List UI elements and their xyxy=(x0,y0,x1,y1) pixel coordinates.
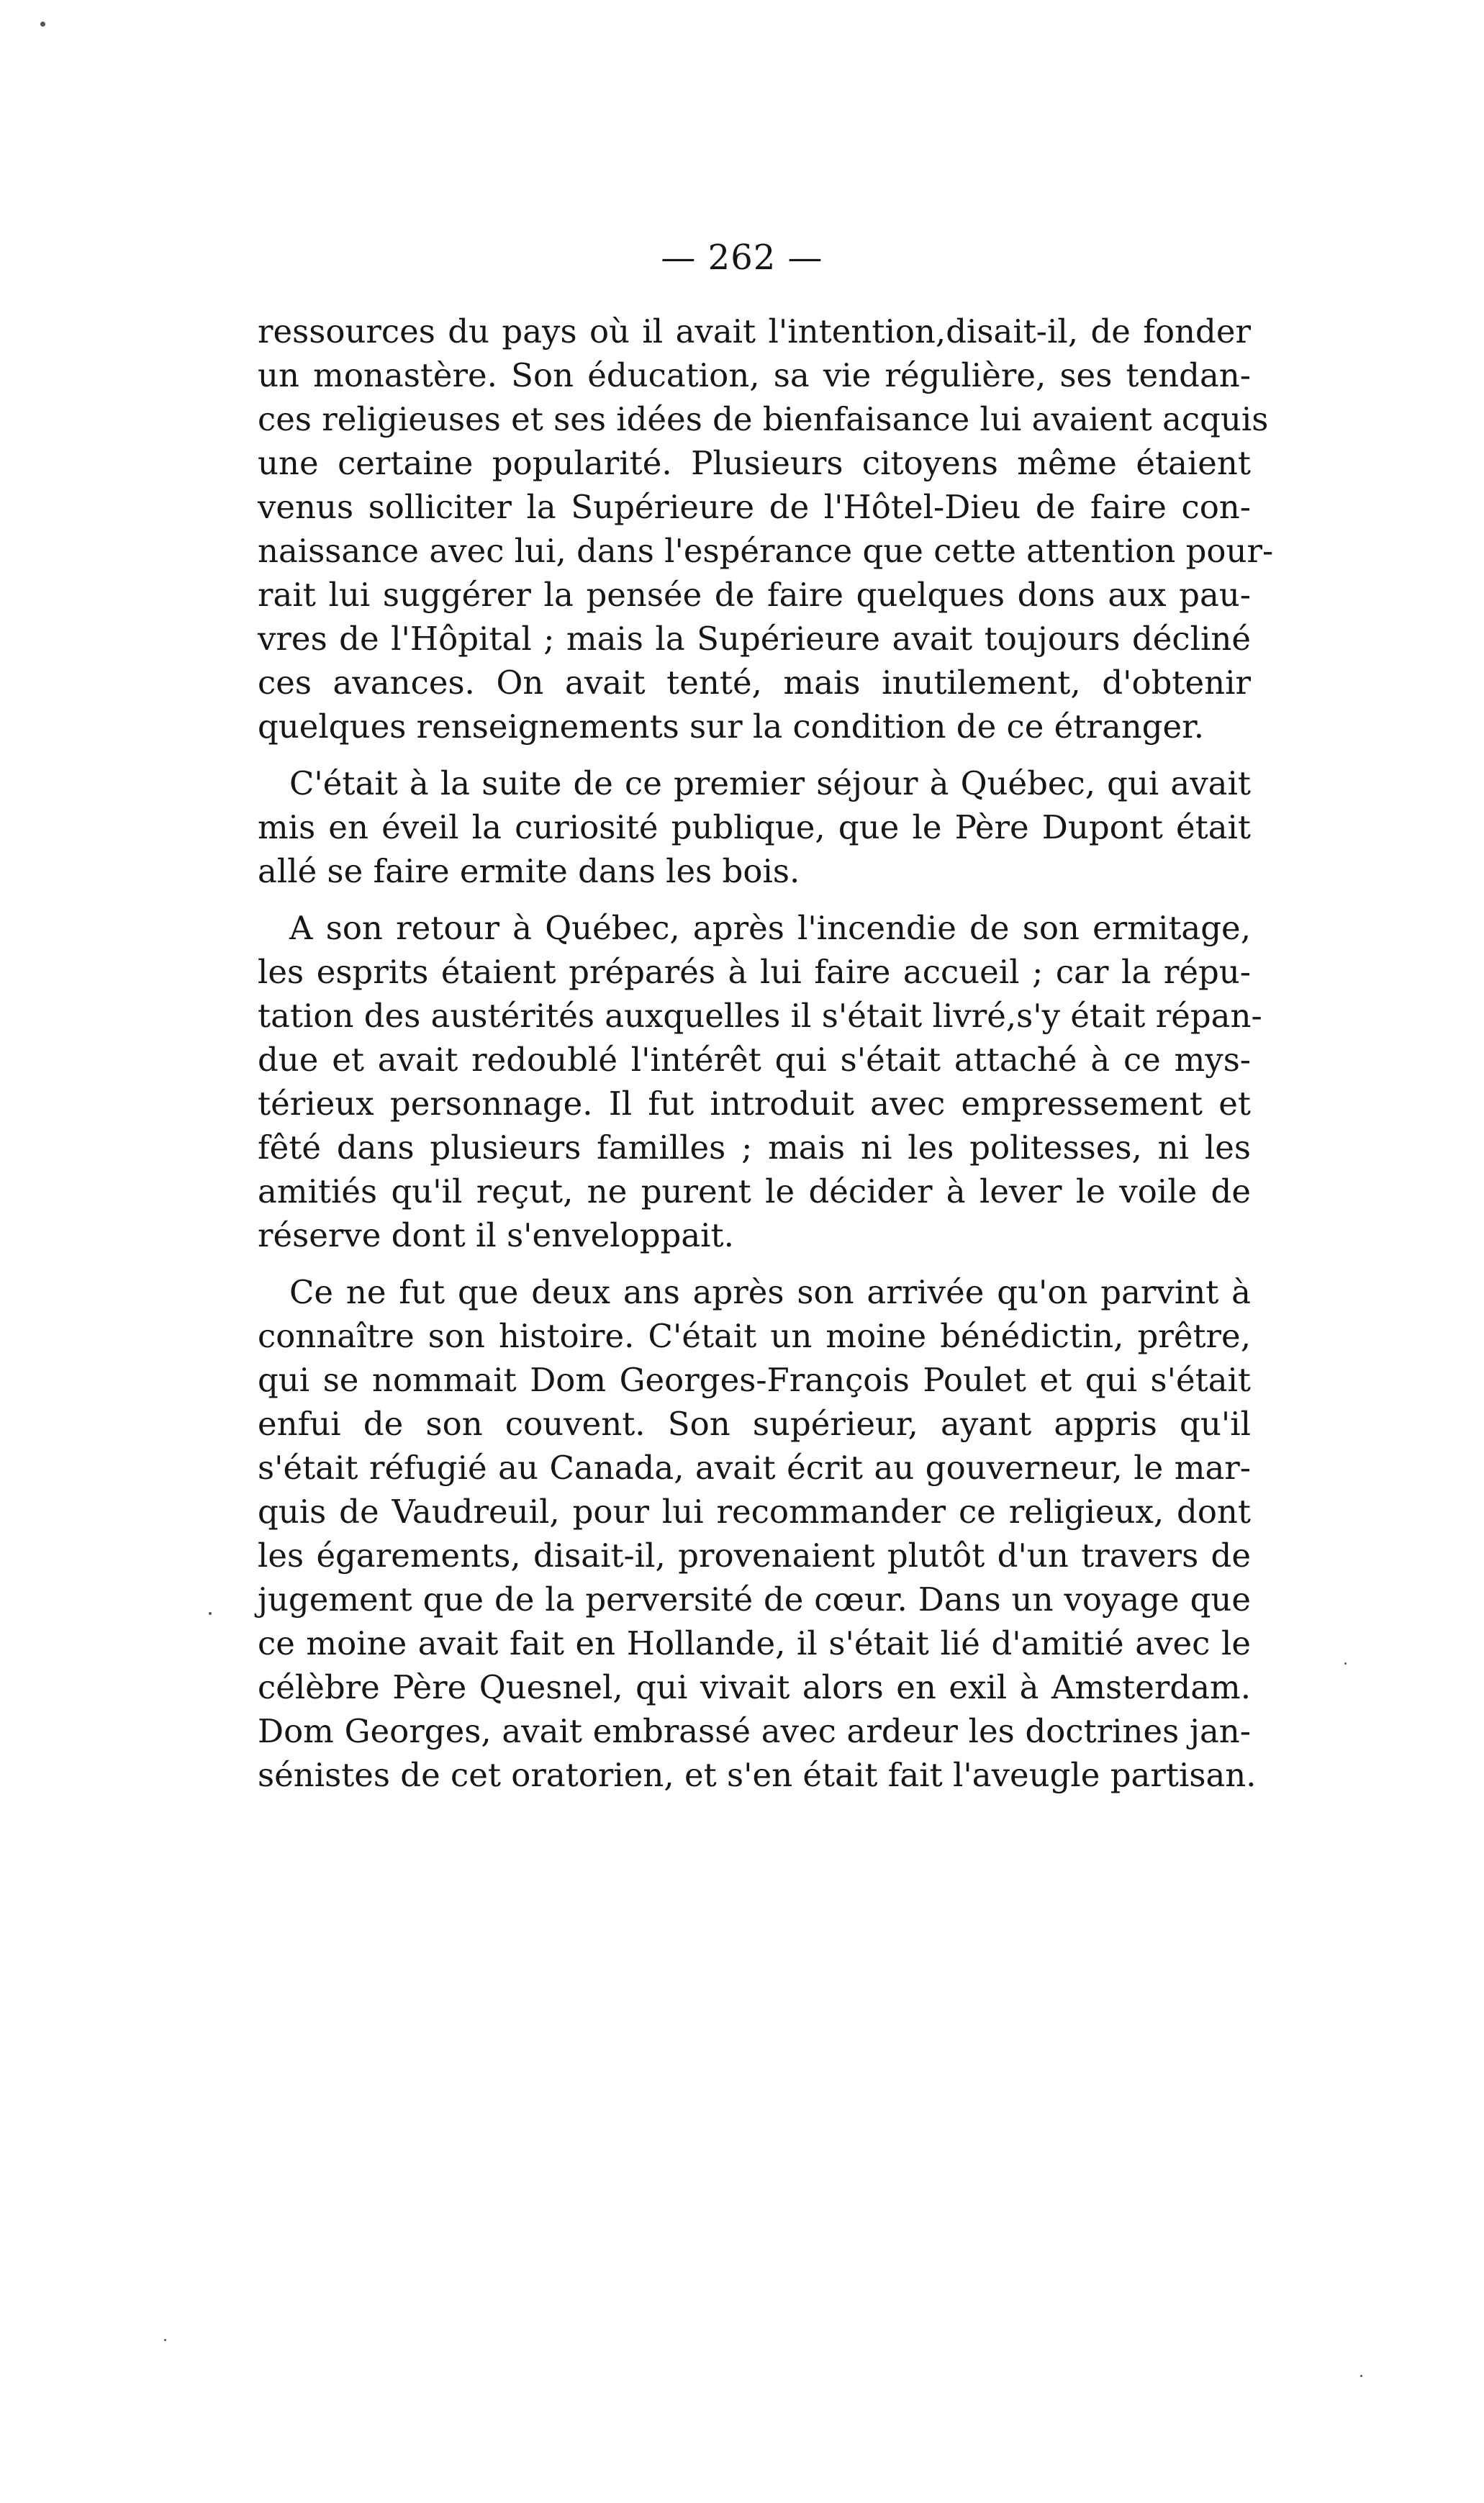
text-line: jugement que de la perversité de cœur. Dans un voyage que xyxy=(258,1580,1251,1619)
text-line: ressources du pays où il avait l'intention,disait-il, de fonder xyxy=(258,312,1251,350)
text-line: allé se faire ermite dans les bois. xyxy=(258,852,800,890)
text-line: enfui de son couvent. Son supérieur, ayant appris qu'il xyxy=(258,1405,1251,1443)
text-line: naissance avec lui, dans l'espérance que cette attention pour- xyxy=(258,532,1274,570)
scan-speck xyxy=(40,22,45,27)
text-line: vres de l'Hôpital ; mais la Supérieure avait toujours décliné xyxy=(258,620,1251,658)
scan-speck xyxy=(1360,2375,1362,2377)
paragraph-3 xyxy=(258,906,1262,1257)
paragraph-gap xyxy=(258,893,1251,906)
text-line: les égarements, disait-il, provenaient plutôt d'un travers de xyxy=(258,1536,1251,1575)
text-line: un monastère. Son éducation, sa vie régulière, ses tendan- xyxy=(258,356,1251,394)
text-line: qui se nommait Dom Georges-François Poulet et qui s'était xyxy=(258,1361,1251,1399)
paragraph-gap xyxy=(258,1257,1251,1270)
scan-speck xyxy=(1344,1662,1347,1665)
text-line: Ce ne fut que deux ans après son arrivée qu'on parvint à xyxy=(289,1273,1251,1311)
text-line: fêté dans plusieurs familles ; mais ni les politesses, ni les xyxy=(258,1128,1251,1167)
text-line: venus solliciter la Supérieure de l'Hôtel-Dieu de faire con- xyxy=(258,488,1251,526)
text-line: ces avances. On avait tenté, mais inutilement, d'obtenir xyxy=(258,664,1251,702)
paragraph-gap xyxy=(258,748,1251,761)
text-line: les esprits étaient préparés à lui faire accueil ; car la répu- xyxy=(258,953,1251,991)
text-line: due et avait redoublé l'intérêt qui s'était attaché à ce mys- xyxy=(258,1041,1251,1079)
paragraph-1 xyxy=(258,309,1274,748)
scan-speck xyxy=(164,2339,166,2341)
paragraph-2 xyxy=(258,761,1251,893)
paragraph-4 xyxy=(258,1270,1257,1797)
text-line: ces religieuses et ses idées de bienfaisance lui avaient acquis xyxy=(258,400,1269,438)
text-line: C'était à la suite de ce premier séjour à Québec, qui avait xyxy=(289,764,1251,802)
text-line: s'était réfugié au Canada, avait écrit au gouverneur, le mar- xyxy=(258,1449,1251,1487)
body-text xyxy=(258,309,1274,1797)
text-line: célèbre Père Quesnel, qui vivait alors en exil à Amsterdam. xyxy=(258,1668,1251,1706)
text-line: une certaine popularité. Plusieurs citoyens même étaient xyxy=(258,444,1251,482)
text-line: tation des austérités auxquelles il s'était livré,s'y était répan- xyxy=(258,997,1262,1035)
text-line: A son retour à Québec, après l'incendie de son ermitage, xyxy=(289,909,1251,947)
text-line: quelques renseignements sur la condition de ce étranger. xyxy=(258,707,1205,746)
text-line: réserve dont il s'enveloppait. xyxy=(258,1216,734,1254)
text-line: quis de Vaudreuil, pour lui recommander ce religieux, dont xyxy=(258,1493,1251,1531)
page-number: — 262 — xyxy=(661,237,823,278)
text-line: Dom Georges, avait embrassé avec ardeur les doctrines jan- xyxy=(258,1712,1251,1750)
text-line: térieux personnage. Il fut introduit avec empressement et xyxy=(258,1085,1251,1123)
text-line: ce moine avait fait en Hollande, il s'était lié d'amitié avec le xyxy=(258,1624,1251,1662)
text-line: rait lui suggérer la pensée de faire quelques dons aux pau- xyxy=(258,576,1251,614)
text-line: mis en éveil la curiosité publique, que le Père Dupont était xyxy=(258,808,1251,846)
scan-speck xyxy=(209,1612,212,1615)
text-line: amitiés qu'il reçut, ne purent le décider à lever le voile de xyxy=(258,1172,1251,1210)
text-line: sénistes de cet oratorien, et s'en était fait l'aveugle partisan. xyxy=(258,1756,1257,1794)
text-line: connaître son histoire. C'était un moine bénédictin, prêtre, xyxy=(258,1317,1251,1355)
